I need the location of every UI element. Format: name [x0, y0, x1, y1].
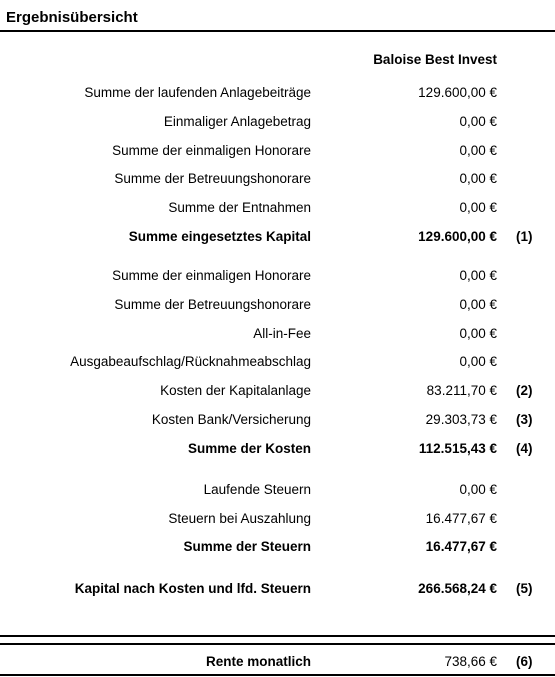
row-value: 0,00 € [459, 326, 497, 341]
row-value: 129.600,00 € [418, 229, 497, 244]
row-label: Summe der Steuern [183, 539, 311, 554]
row-label: Summe der einmaligen Honorare [112, 143, 311, 158]
table-row [0, 323, 555, 345]
row-label: Summe der einmaligen Honorare [112, 268, 311, 283]
table-row [0, 168, 555, 190]
row-label: Summe der Betreuungshonorare [114, 297, 311, 312]
footnote-marker: (3) [516, 412, 533, 427]
row-label: Summe eingesetztes Kapital [128, 229, 311, 244]
total-row [0, 438, 555, 460]
row-value: 112.515,43 € [418, 441, 497, 456]
column-header: Baloise Best Invest [373, 52, 497, 67]
row-label: Summe der laufenden Anlagebeiträge [84, 85, 311, 100]
row-label: Summe der Entnahmen [168, 200, 311, 215]
pension-row [0, 651, 555, 673]
footnote-marker: (2) [516, 383, 533, 398]
table-row [0, 479, 555, 501]
divider [0, 643, 555, 645]
row-label: Steuern bei Auszahlung [168, 511, 311, 526]
footnote-marker: (1) [516, 229, 533, 244]
row-label: Rente monatlich [205, 654, 311, 669]
table-row [0, 82, 555, 104]
row-value: 0,00 € [459, 482, 497, 497]
footnote-marker: (5) [516, 581, 533, 596]
row-label: Einmaliger Anlagebetrag [163, 114, 311, 129]
row-value: 0,00 € [459, 143, 497, 158]
row-value: 0,00 € [459, 171, 497, 186]
table-row [0, 409, 555, 431]
table-row [0, 380, 555, 402]
row-label: All-in-Fee [253, 326, 311, 341]
row-value: 738,66 € [444, 654, 497, 669]
table-row [0, 197, 555, 219]
footnote-marker: (6) [516, 654, 533, 669]
row-label: Kosten Bank/Versicherung [151, 412, 311, 427]
row-label: Kosten der Kapitalanlage [160, 383, 311, 398]
row-value: 266.568,24 € [418, 581, 497, 596]
total-row [0, 536, 555, 558]
row-value: 29.303,73 € [425, 412, 497, 427]
total-row [0, 226, 555, 248]
total-row [0, 578, 555, 600]
table-row [0, 111, 555, 133]
row-value: 16.477,67 € [425, 539, 497, 554]
page-title: Ergebnisübersicht [6, 9, 138, 26]
row-label: Summe der Betreuungshonorare [114, 171, 311, 186]
row-value: 16.477,67 € [425, 511, 497, 526]
row-value: 0,00 € [459, 354, 497, 369]
row-label: Ausgabeaufschlag/Rücknahmeabschlag [70, 354, 311, 369]
footnote-marker: (4) [516, 441, 533, 456]
row-value: 129.600,00 € [418, 85, 497, 100]
row-value: 0,00 € [459, 114, 497, 129]
row-value: 0,00 € [459, 297, 497, 312]
table-row [0, 140, 555, 162]
row-label: Laufende Steuern [203, 482, 311, 497]
row-label: Summe der Kosten [187, 441, 311, 456]
row-value: 0,00 € [459, 268, 497, 283]
row-value: 0,00 € [459, 200, 497, 215]
table-row [0, 351, 555, 373]
table-row [0, 294, 555, 316]
row-value: 83.211,70 € [426, 383, 497, 398]
row-label: Kapital nach Kosten und lfd. Steuern [74, 581, 311, 596]
table-row [0, 265, 555, 287]
divider [0, 674, 555, 676]
divider [0, 635, 555, 637]
title-divider [0, 30, 555, 32]
table-row [0, 508, 555, 530]
